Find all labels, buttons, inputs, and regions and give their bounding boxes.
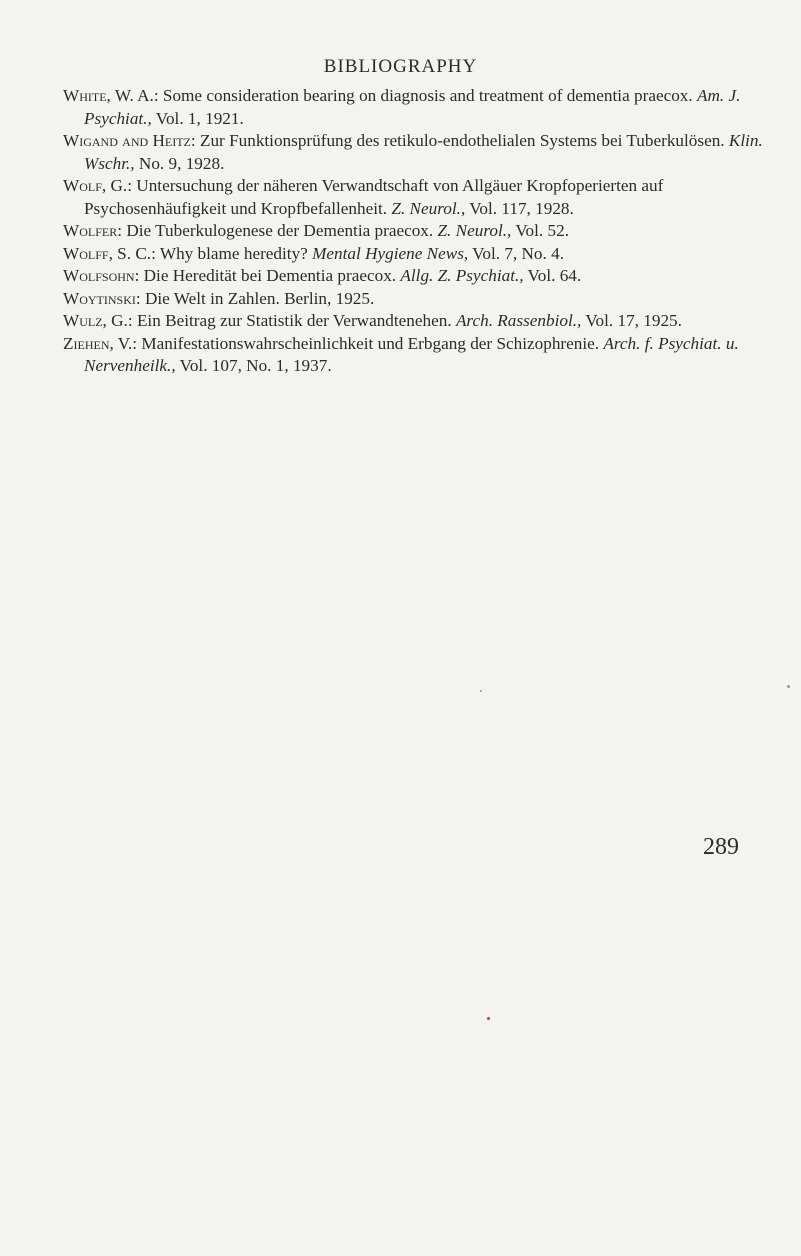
bibliography-entry	[63, 243, 781, 266]
entry-author: White, W. A.:	[63, 86, 159, 105]
entry-journal: Arch. f. Psychiat. u. Nervenheilk.,	[84, 333, 739, 375]
entry-text: Why blame heredity?	[155, 243, 313, 263]
bibliography-entry	[63, 175, 781, 220]
entry-author: Woytinski:	[63, 288, 141, 308]
entry-author: Wulz, G.:	[63, 311, 133, 330]
entry-author: Wigand and Heitz:	[63, 131, 196, 150]
entry-details: Vol. 52.	[511, 221, 569, 240]
bibliography-entry	[63, 220, 781, 243]
entry-details: Vol. 7, No. 4.	[468, 243, 565, 263]
bibliography-entry	[63, 310, 781, 333]
entry-text: Some consideration bearing on diagnosis and treatment of dementia praecox.	[158, 86, 697, 105]
entry-author: Ziehen, V.:	[63, 333, 138, 353]
bibliography-list	[63, 85, 781, 378]
entry-journal: Klin. Wschr.,	[84, 131, 763, 173]
entry-details: Vol. 117, 1928.	[465, 198, 574, 218]
entry-text: Zur Funktionsprüfung des retikulo-endothelialen Systems bei Tuberkulösen.	[195, 131, 729, 150]
entry-text: Die Welt in Zahlen. Berlin, 1925.	[140, 288, 375, 308]
entry-journal: Allg. Z. Psychiat.,	[400, 266, 524, 285]
entry-journal: Z. Neurol.,	[437, 221, 512, 240]
bibliography-entry	[63, 333, 781, 378]
entry-text: Untersuchung der näheren Verwandtschaft von Allgäuer Kropfoperierten auf Psychosenhäufigkeit und Kropfbefallenheit.	[84, 176, 664, 218]
entry-details: Vol. 107, No. 1, 1937.	[175, 356, 332, 375]
entry-text: Die Tuberkulogenese der Dementia praecox.	[122, 221, 438, 240]
entry-journal: Mental Hygiene News,	[312, 243, 469, 263]
entry-details: Vol. 64.	[523, 266, 582, 285]
paper-speck	[480, 690, 482, 692]
bibliography-entry	[63, 288, 781, 311]
entry-text: Manifestationswahrscheinlichkeit und Erbgang der Schizophrenie.	[137, 333, 604, 353]
entry-journal: Arch. Rassenbiol.,	[455, 311, 582, 330]
entry-journal: Am. J. Psychiat.,	[84, 86, 741, 128]
entry-text: Ein Beitrag zur Statistik der Verwandtenehen.	[132, 311, 456, 330]
bibliography-entry	[63, 130, 781, 175]
entry-author: Wolfsohn:	[63, 266, 140, 285]
entry-details: Vol. 1, 1921.	[151, 108, 244, 128]
entry-journal: Z. Neurol.,	[391, 198, 466, 218]
entry-details: No. 9, 1928.	[134, 153, 225, 173]
entry-details: Vol. 17, 1925.	[581, 311, 682, 330]
entry-text: Die Heredität bei Dementia praecox.	[139, 266, 401, 285]
page-number: 289	[703, 834, 739, 860]
paper-speck	[487, 1017, 490, 1020]
bibliography-entry	[63, 85, 781, 130]
entry-author: Wolf, G.:	[63, 176, 132, 195]
paper-speck	[787, 685, 790, 688]
bibliography-entry	[63, 265, 781, 288]
page-title: BIBLIOGRAPHY	[323, 56, 478, 77]
entry-author: Wolfer:	[63, 221, 123, 240]
entry-author: Wolff, S. C.:	[63, 243, 156, 263]
